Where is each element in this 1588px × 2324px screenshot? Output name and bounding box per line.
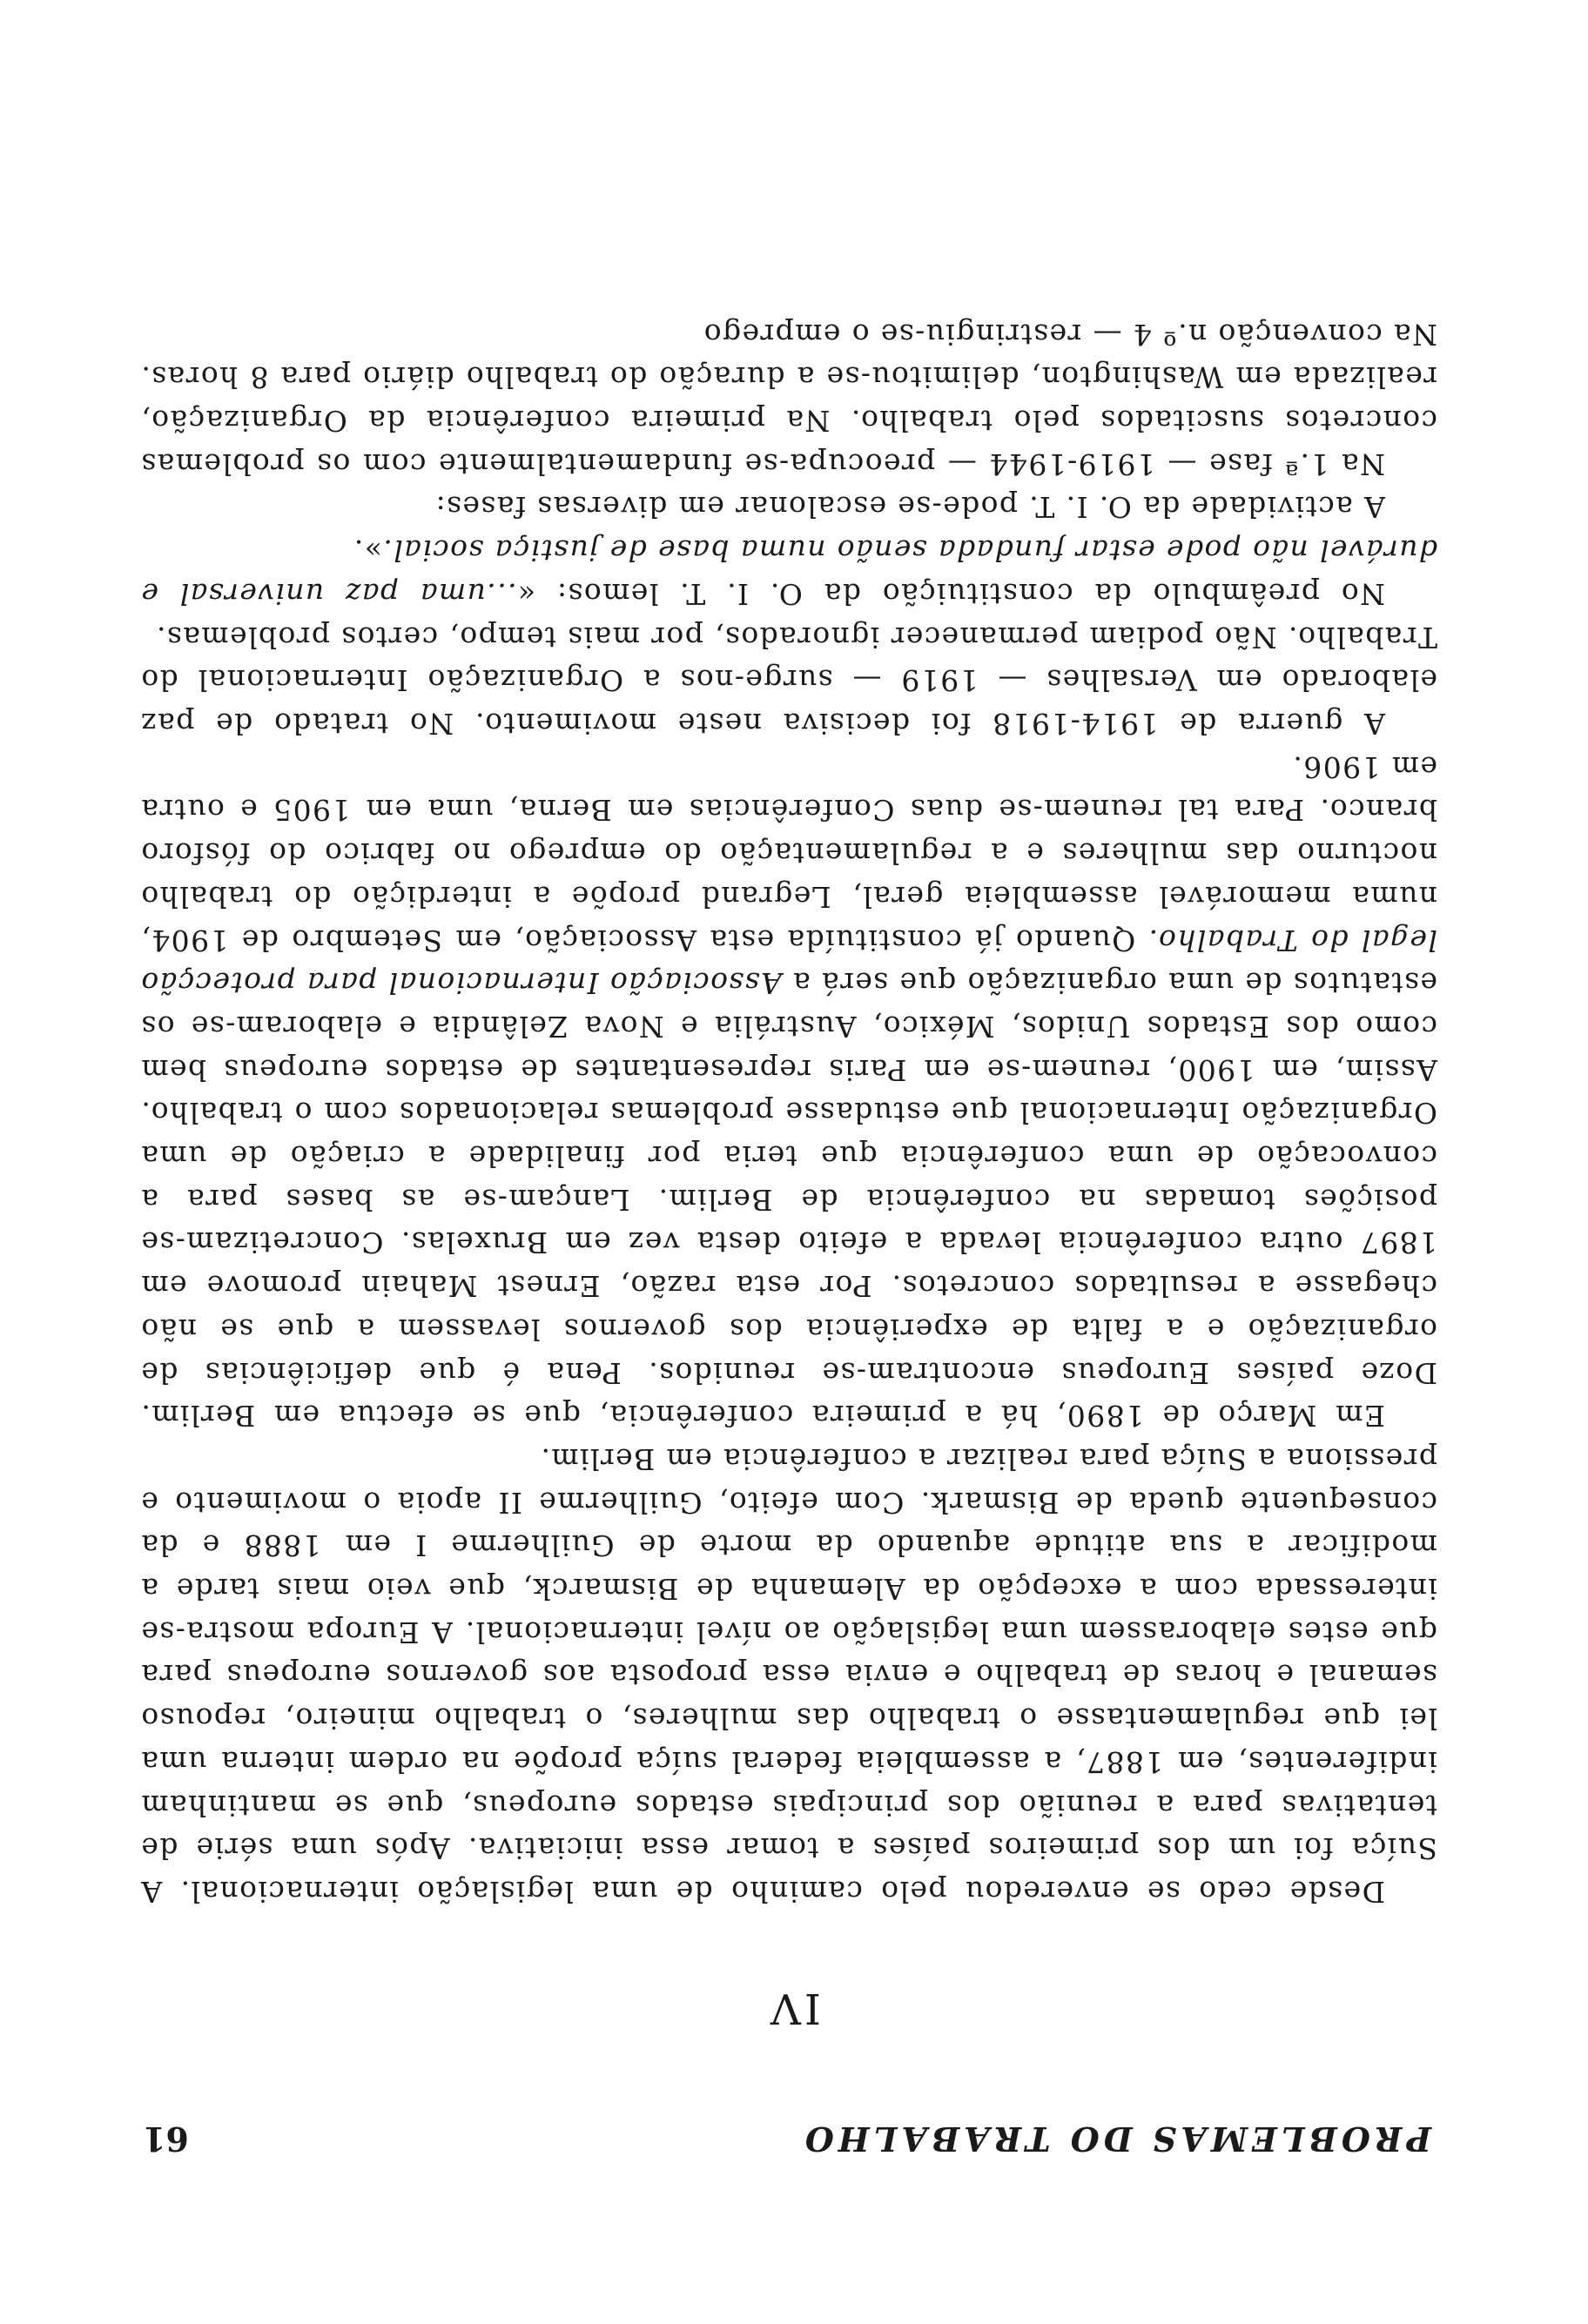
preamble-quote: ...uma paz universal e durável não pode estar fundada senão numa base de justiça social. xyxy=(140,534,1437,611)
paragraph-3-text: A guerra de 1914-1918 foi decisiva neste movimento. No tratado de paz elaborado em Versalhes — 1919 — surge-nos a Organização Internacional do Trabalho. Não podiam permanecer ignorados, por mais tempo, certos problemas. xyxy=(140,620,1437,742)
paragraph-6-text: Na 1.ª fase — 1919-1944 — preocupa-se fundamentalmente com os problemas concretos suscitados pelo trabalho. Na primeira conferência da Organização, realizada em Washington, delimitou-se a duração do trabalho diário para 8 horas. Na convenção n.º 4 — restringiu-se o emprego xyxy=(140,317,1437,481)
paragraph-2-text: Em Março de 1890, há a primeira conferência, que se efectua em Berlim. Doze países Europeus encontram-se reunidos. Pena é que deficiências de organização e a falta de experiência dos governos levassem a que se não chegasse a resultados concretos. Por esta razão, Ernest Mahain promove em 1897 outra conferência levada a efeito desta vez em Bruxelas. Concretizam-se posições tomadas na conferência de Berlim. Lançam-se as bases para a convocação de uma conferência que teria por finalidade a criação de uma Organização Internacional que estudasse problemas relacionados com o trabalho. Assim, em 1900, reunem-se em Paris representantes de estados europeus bem como dos Estados Unidos, México, Austrália e Nova Zelândia e elaboram-se os estatutos de uma organização que será a xyxy=(140,966,1437,1434)
paragraph-6 xyxy=(140,312,1437,486)
body-text xyxy=(140,312,1437,1913)
chapter-heading: IV xyxy=(767,1984,821,2032)
paragraph-4 xyxy=(140,529,1437,615)
paragraph-2-continuation: Quando já constituída esta Associação, em Setembro de 1904, numa memorável assembleia geral, Legrand propõe a interdição do trabalho nocturno das mulheres e a regulamentação do emprego no fabrico do fósforo branco. Para tal reunem-se duas Conferências em Berna, uma em 1905 e outra em 1906. xyxy=(139,749,1437,957)
association-name: Associação Internacional para protecção legal do Trabalho. xyxy=(139,923,1437,1001)
paragraph-1 xyxy=(140,1437,1437,1913)
paragraph-5 xyxy=(140,486,1437,529)
paragraph-2 xyxy=(140,745,1437,1437)
running-title: PROBLEMAS DO TRABALHO xyxy=(800,2119,1431,2159)
running-head xyxy=(143,2106,1431,2159)
paragraph-4-text: No preâmbulo da constituição da O. I. T. lemos: « xyxy=(516,576,1385,611)
paragraph-5-text: A actividade da O. I. T. pode-se escalonar em diversas fases: xyxy=(434,490,1385,525)
page-number: 61 xyxy=(143,2119,189,2159)
paragraph-1-text: Desde cedo se enveredou pelo caminho de uma legislação internacional. A Suíça foi um dos primeiros países a tomar essa iniciativa. Após uma série de tentativas para a reunião dos principais estados europeus, que se mantinham indiferentes, em 1887, a assembleia federal suíça propõe na ordem interna uma lei que regulamentasse o trabalho das mulheres, o trabalho mineiro, repouso semanal e horas de trabalho e envia essa proposta aos governos europeus para que estes elaborassem uma legislação ao nível internacional. A Europa mostra-se interessada com a excepção da Alemanha de Bismarck, que veio mais tarde a modificar a sua atitude aquando da morte de Guilherme I em 1888 e da consequente queda de Bismark. Com efeito, Guilherme II apoia o movimento e pressiona a Suíça para realizar a conferência em Berlim. xyxy=(140,1441,1437,1909)
paragraph-3 xyxy=(140,615,1437,745)
preamble-quote-close: ». xyxy=(353,534,382,568)
